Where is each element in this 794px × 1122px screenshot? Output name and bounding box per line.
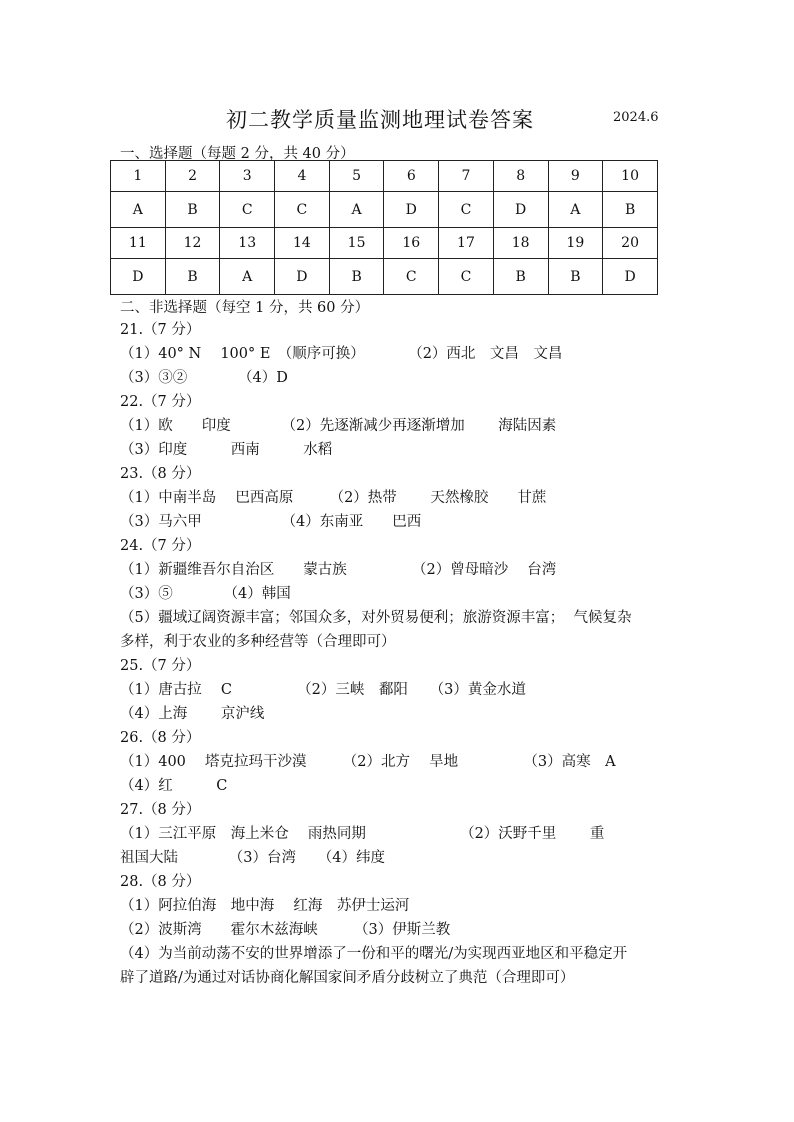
question-number: 12 [165,228,220,259]
answer-cell: C [439,192,494,228]
answer-line: 辟了道路/为通过对话协商化解国家间矛盾分歧树立了典范（合理即可） [120,970,575,986]
question-number: 1 [111,161,166,192]
answer-cell: A [220,259,275,295]
exam-date: 2024.6 [613,110,659,125]
answer-cell: A [329,192,384,228]
q23-heading: 23.（8 分） [120,466,201,482]
answer-line: （1）阿拉伯海 地中海 红海 苏伊士运河 [120,898,410,914]
answer-line: （3）印度 西南 水稻 [120,442,333,458]
answer-cell: B [603,192,658,228]
answer-cell: C [439,259,494,295]
question-number: 5 [329,161,384,192]
answer-line: （1）40° N 100° E （顺序可换） （2）西北 文昌 文昌 [120,346,563,362]
answer-cell: D [493,192,548,228]
question-number: 18 [493,228,548,259]
question-number: 14 [275,228,330,259]
table-row [111,259,658,295]
question-number: 4 [275,161,330,192]
answer-line: （2）波斯湾 霍尔木兹海峡 （3）伊斯兰教 [120,922,451,938]
question-number: 9 [548,161,603,192]
question-number: 3 [220,161,275,192]
question-number: 11 [111,228,166,259]
table-row [111,192,658,228]
answer-line: （1）新疆维吾尔自治区 蒙古族 （2）曾母暗沙 台湾 [120,562,557,578]
question-number: 13 [220,228,275,259]
answer-line: （1）欧 印度 （2）先逐渐减少再逐渐增加 海陆因素 [120,418,557,434]
answer-cell: D [603,259,658,295]
answer-line: （1）400 塔克拉玛干沙漠 （2）北方 旱地 （3）高寒 A [120,754,616,770]
q27-heading: 27.（8 分） [120,802,201,818]
answer-line: （3）③② （4）D [120,370,288,386]
page-title: 初二教学质量监测地理试卷答案 [226,108,534,132]
question-number: 10 [603,161,658,192]
question-number: 15 [329,228,384,259]
question-number: 19 [548,228,603,259]
answer-line: （5）疆域辽阔资源丰富；邻国众多，对外贸易便利；旅游资源丰富； 气候复杂 [120,610,632,626]
answer-cell: D [111,259,166,295]
question-number: 20 [603,228,658,259]
answer-cell: D [384,192,439,228]
answer-line: （3）⑤ （4）韩国 [120,586,291,602]
answer-line: （1）唐古拉 C （2）三峡 鄱阳 （3）黄金水道 [120,682,526,698]
question-number: 6 [384,161,439,192]
answer-line: （3）马六甲 （4）东南亚 巴西 [120,514,422,530]
answer-cell: C [220,192,275,228]
question-number: 2 [165,161,220,192]
q26-heading: 26.（8 分） [120,730,201,746]
table-row [111,161,658,192]
multiple-choice-answer-table [110,160,658,295]
answer-line: （1）中南半岛 巴西高原 （2）热带 天然橡胶 甘蔗 [120,490,547,506]
answer-cell: C [384,259,439,295]
answer-line: （4）上海 京沪线 [120,706,265,722]
answer-line: 多样，利于农业的多种经营等（合理即可） [120,634,396,650]
q28-heading: 28.（8 分） [120,874,201,890]
answer-cell: B [548,259,603,295]
question-number: 8 [493,161,548,192]
section-2-heading: 二、非选择题（每空 1 分，共 60 分） [120,300,370,316]
answer-line: （1）三江平原 海上米仓 雨热同期 （2）沃野千里 重 [120,826,605,842]
answer-line: 祖国大陆 （3）台湾 （4）纬度 [120,850,385,866]
question-number: 17 [439,228,494,259]
q22-heading: 22.（7 分） [120,394,201,410]
question-number: 16 [384,228,439,259]
answer-cell: A [111,192,166,228]
section-1-heading: 一、选择题（每题 2 分，共 40 分） [120,146,355,162]
answer-cell: B [165,192,220,228]
answer-cell: D [275,259,330,295]
q24-heading: 24.（7 分） [120,538,201,554]
answer-cell: B [493,259,548,295]
table-row [111,228,658,259]
answer-cell: C [275,192,330,228]
answer-cell: B [165,259,220,295]
answer-cell: B [329,259,384,295]
q21-heading: 21.（7 分） [120,322,201,338]
q25-heading: 25.（7 分） [120,658,201,674]
question-number: 7 [439,161,494,192]
answer-line: （4）红 C [120,778,228,794]
answer-cell: A [548,192,603,228]
answer-line: （4）为当前动荡不安的世界增添了一份和平的曙光/为实现西亚地区和平稳定开 [120,946,628,962]
